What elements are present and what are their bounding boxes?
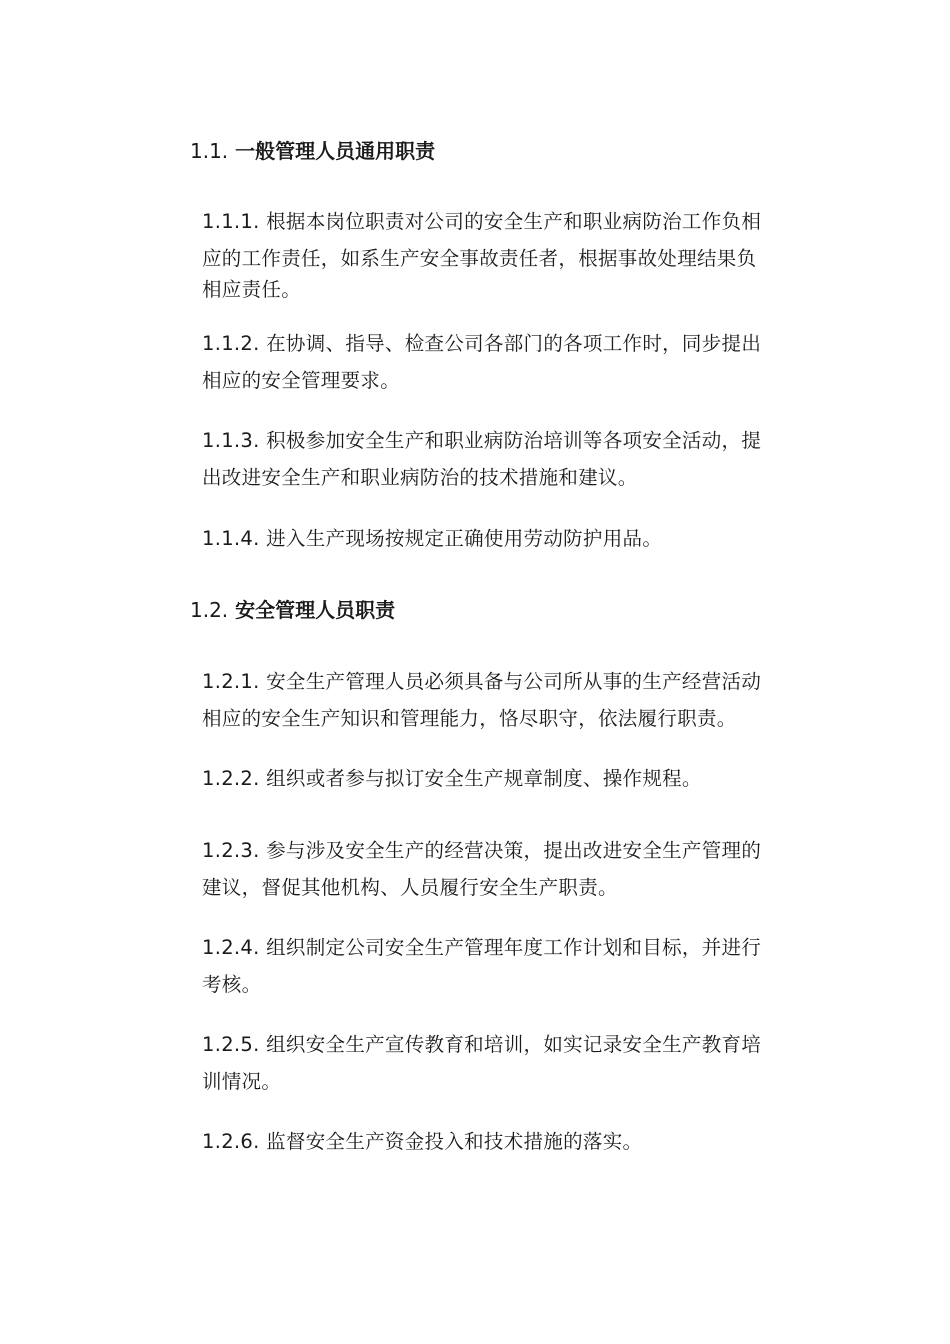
- item-line: [202, 929, 812, 966]
- item-number: 1.2.3.: [202, 839, 260, 862]
- item-text: 组织安全生产宣传教育和培训，如实记录安全生产教育培: [266, 1033, 762, 1056]
- item-line: [202, 760, 812, 797]
- section-number: 1.1.: [190, 139, 229, 163]
- list-item: [202, 1026, 812, 1100]
- item-line: 建议，督促其他机构、人员履行安全生产职责。: [202, 876, 618, 899]
- item-line: [202, 422, 812, 459]
- list-item: [202, 325, 812, 399]
- item-line: 应的工作责任，如系生产安全事故责任者，根据事故处理结果负: [202, 247, 757, 270]
- item-number: 1.1.2.: [202, 332, 260, 355]
- list-item: [202, 760, 812, 797]
- item-line: 相应的安全管理要求。: [202, 369, 401, 392]
- item-text: 监督安全生产资金投入和技术措施的落实。: [266, 1130, 643, 1153]
- item-number: 1.2.1.: [202, 670, 260, 693]
- item-line: [202, 325, 812, 362]
- list-item: [202, 520, 812, 557]
- item-line: 考核。: [202, 973, 262, 996]
- item-line: 相应责任。: [202, 278, 302, 301]
- item-line: [202, 520, 812, 557]
- item-number: 1.2.4.: [202, 936, 260, 959]
- item-line: [202, 1026, 812, 1063]
- item-text: 安全生产管理人员必须具备与公司所从事的生产经营活动: [266, 670, 762, 693]
- section-title: 安全管理人员职责: [235, 598, 396, 622]
- list-item: [202, 832, 812, 906]
- item-text: 在协调、指导、检查公司各部门的各项工作时，同步提出: [266, 332, 762, 355]
- section-heading: [190, 137, 435, 165]
- item-line: [202, 832, 812, 869]
- item-line: 相应的安全生产知识和管理能力，恪尽职守，依法履行职责。: [202, 707, 737, 730]
- item-text: 组织或者参与拟订安全生产规章制度、操作规程。: [266, 767, 702, 790]
- section-title: 一般管理人员通用职责: [235, 139, 436, 163]
- item-number: 1.2.5.: [202, 1033, 260, 1056]
- item-number: 1.1.3.: [202, 429, 260, 452]
- item-line: 训情况。: [202, 1070, 282, 1093]
- item-text: 参与涉及安全生产的经营决策，提出改进安全生产管理的: [266, 839, 762, 862]
- item-line: [202, 663, 812, 700]
- item-text: 组织制定公司安全生产管理年度工作计划和目标，并进行: [266, 936, 762, 959]
- item-line: [202, 1123, 812, 1160]
- list-item: [202, 929, 812, 1003]
- item-line: 出改进安全生产和职业病防治的技术措施和建议。: [202, 466, 638, 489]
- list-item: [202, 422, 812, 496]
- list-item: [202, 663, 812, 737]
- item-text: 进入生产现场按规定正确使用劳动防护用品。: [266, 527, 663, 550]
- item-number: 1.1.4.: [202, 527, 260, 550]
- list-item: [202, 203, 812, 308]
- list-item: [202, 1123, 812, 1160]
- item-line: [202, 203, 812, 240]
- item-number: 1.2.2.: [202, 767, 260, 790]
- item-text: 积极参加安全生产和职业病防治培训等各项安全活动，提: [266, 429, 762, 452]
- section-number: 1.2.: [190, 598, 229, 622]
- item-number: 1.2.6.: [202, 1130, 260, 1153]
- item-number: 1.1.1.: [202, 210, 260, 233]
- section-heading: [190, 596, 395, 624]
- item-text: 根据本岗位职责对公司的安全生产和职业病防治工作负相: [266, 210, 762, 233]
